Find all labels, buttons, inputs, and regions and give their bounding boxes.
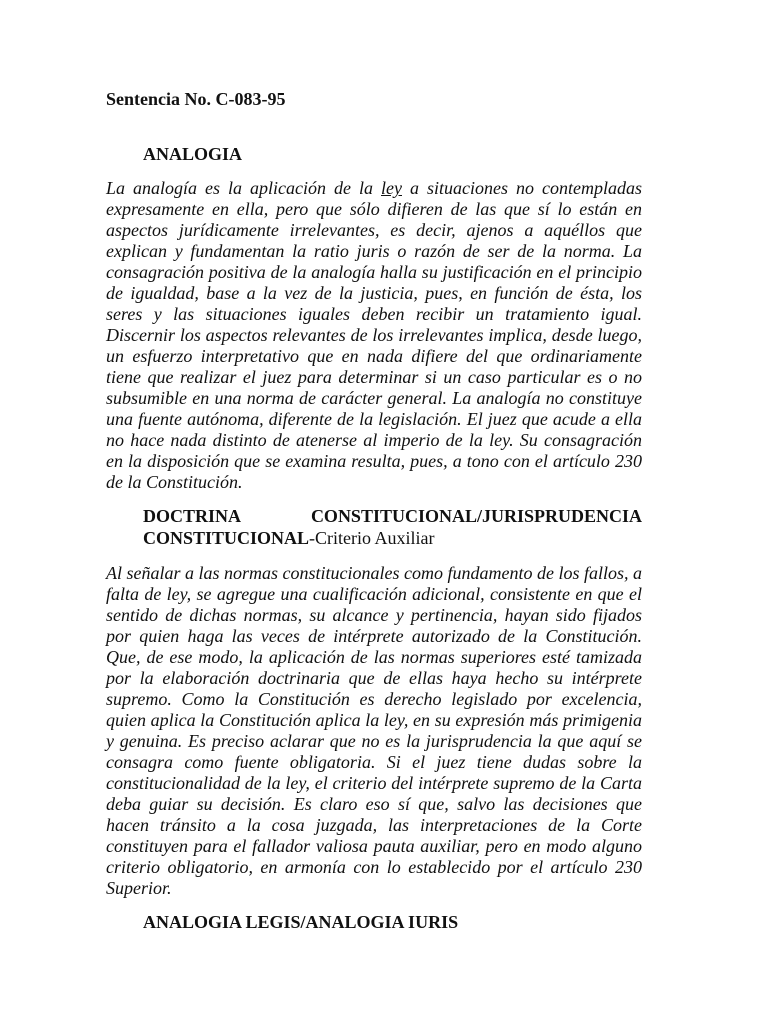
paragraph-text: La analogía es la aplicación de la [106,178,382,198]
ley-link[interactable]: ley [381,178,402,198]
paragraph-analogia [106,178,642,493]
case-number-title: Sentencia No. C-083-95 [106,89,286,109]
section-heading-analogia-legis: ANALOGIA LEGIS/ANALOGIA IURIS [143,912,459,932]
heading-word: CONSTITUCIONAL [143,528,310,548]
document-body [106,88,642,933]
section-heading-analogia: ANALOGIA [143,144,243,164]
paragraph-doctrina: Al señalar a las normas constitucionales como fundamento de los fallos, a falta de ley, se agregue una cualificación adicional, consistente en que el sentido de dichas normas, su alcance y pertinencia, hayan sido fijados por quien haga las veces de intérprete autorizado de la Constitución. Que, de ese modo, la aplicación de las normas superiores esté tamizada por la elaboración doctrinaria que de ellas haya hecho su intérprete supremo. Como la Constitución es derecho legislado por excelencia, quien aplica la Constitución aplica la ley, en su expresión más primigenia y genuina. Es preciso aclarar que no es la jurisprudencia la que aquí se consagra como fuente obligatoria. Si el juez tiene dudas sobre la constitucionalidad de la ley, el criterio del intérprete supremo de la Carta deba guiar su decisión. Es claro eso sí que, salvo las decisiones que hacen tránsito a la cosa juzgada, las interpretaciones de la Corte constituyen para el fallador valiosa pauta auxiliar, pero en modo alguno criterio obligatorio, en armonía con lo establecido por el artículo 230 Superior. [106,563,642,898]
heading-word: DOCTRINA [143,506,242,526]
paragraph-text: a situaciones no contempladas expresamente en ella, pero que sólo difieren de las que sí lo están en aspectos jurídicamente irrelevantes, es decir, ajenos a aquéllos que explican y fundamentan la ratio juris o razón de ser de la norma. La consagración positiva de la analogía halla su justificación en el principio de igualdad, base a la vez de la justicia, pues, en función de ésta, los seres y las situaciones iguales deben recibir un tratamiento igual. Discernir los aspectos relevantes de los irrelevantes implica, desde luego, un esfuerzo interpretativo que en nada difiere del que ordinariamente tiene que realizar el juez para determinar si un caso particular es o no subsumible en una norma de carácter general. La analogía no constituye una fuente autónoma, diferente de la legislación. El juez que acude a ella no hace nada distinto de atenerse al imperio de la ley. Su consagración en la disposición que se examina resulta, pues, a tono con el artículo 230 de la Constitución. [106,178,642,492]
heading-line [143,527,642,549]
heading-line [143,505,642,527]
heading-subtitle: -Criterio Auxiliar [309,528,435,548]
section-heading-doctrina [106,505,642,549]
heading-word: CONSTITUCIONAL/JURISPRUDENCIA [310,506,642,526]
